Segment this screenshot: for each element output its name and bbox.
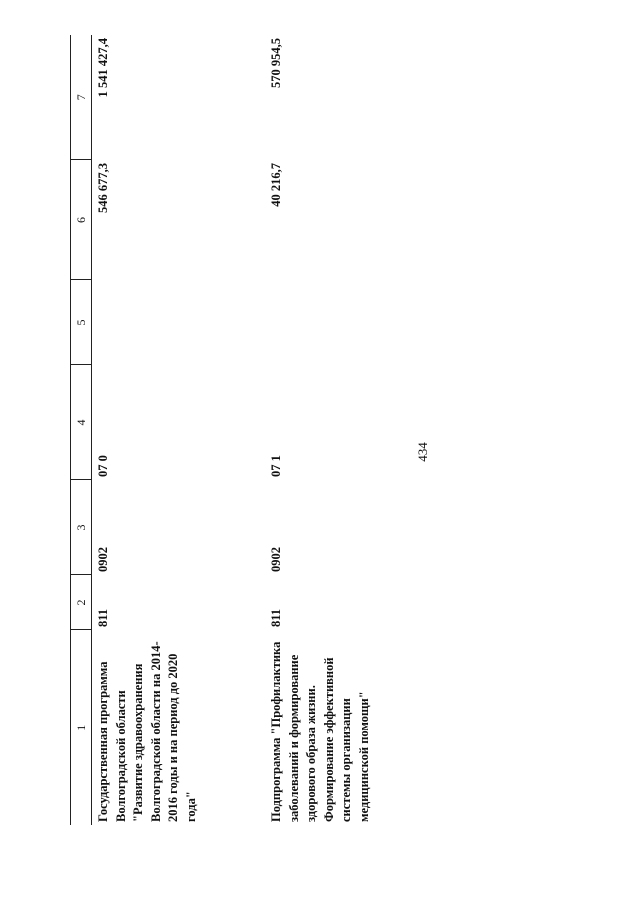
row-amount-2: 570 954,5 [269,38,283,88]
row-section: 0902 [269,547,283,572]
header-col-7: 7 [71,35,92,160]
row-amount-2: 1 541 427,4 [96,38,110,98]
table-row [92,35,266,825]
row-amount-1: 40 216,7 [269,163,283,207]
row-target: 07 1 [269,455,283,477]
budget-table [70,35,373,825]
row-type [92,280,266,365]
header-col-1: 1 [71,630,92,825]
table-header-row [71,35,92,825]
row-name: Подпрограмма "Профилактика заболеваний и формирование здорового образа жизни. Формирование эффективной системы организации медицинской помощи" [269,641,371,822]
row-target: 07 0 [96,455,110,477]
row-amount-1: 546 677,3 [96,163,110,213]
header-col-5: 5 [71,280,92,365]
row-code: 811 [269,608,283,627]
header-col-6: 6 [71,160,92,280]
row-section: 0902 [96,547,110,572]
row-type [265,280,373,365]
table-row [265,35,373,825]
row-name: Государственная программа Волгоградской области "Развитие здравоохранения Волгоградской области на 2014-2016 годы и на период до 2020 года" [96,641,198,822]
rotated-table-container [70,35,640,825]
page-number: 434 [415,442,430,462]
header-col-4: 4 [71,365,92,480]
header-col-2: 2 [71,575,92,630]
header-col-3: 3 [71,480,92,575]
row-code: 811 [96,608,110,627]
